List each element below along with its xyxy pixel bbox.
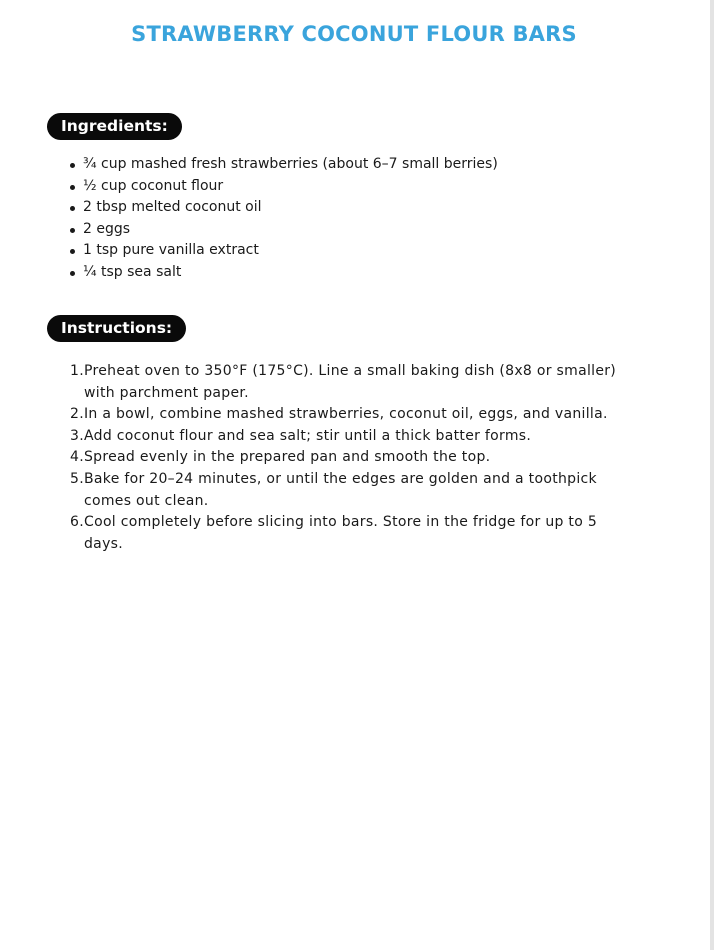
bullet-icon — [70, 228, 75, 233]
ingredient-item — [66, 219, 498, 241]
instruction-step — [66, 447, 636, 469]
ingredients-heading: Ingredients: — [47, 113, 182, 140]
step-text: Cool completely before slicing into bars. Store in the fridge for up to 5 days. — [84, 514, 598, 552]
instructions-heading: Instructions: — [47, 315, 186, 342]
ingredient-item — [66, 197, 498, 219]
step-number: 4. — [70, 449, 84, 466]
instructions-list — [66, 361, 636, 555]
ingredient-text: 2 tbsp melted coconut oil — [83, 199, 262, 216]
ingredient-text: ¾ cup mashed fresh strawberries (about 6–7 small berries) — [83, 156, 498, 172]
bullet-icon — [70, 185, 75, 190]
step-text: In a bowl, combine mashed strawberries, coconut oil, eggs, and vanilla. — [84, 406, 608, 423]
step-number: 3. — [70, 427, 84, 444]
ingredient-text: 2 eggs — [83, 220, 131, 237]
ingredients-list — [66, 154, 498, 284]
instruction-step — [66, 361, 636, 404]
step-text: Preheat oven to 350°F (175°C). Line a small baking dish (8x8 or smaller) with parchment paper. — [84, 363, 617, 401]
step-text: Add coconut flour and sea salt; stir until a thick batter forms. — [84, 427, 532, 444]
ingredient-text: 1 tsp pure vanilla extract — [83, 242, 259, 259]
step-number: 5. — [70, 470, 84, 487]
ingredient-item — [66, 176, 498, 198]
instruction-step — [66, 512, 636, 555]
step-number: 2. — [70, 406, 84, 423]
bullet-icon — [70, 271, 75, 276]
instruction-step — [66, 404, 636, 426]
step-text: Bake for 20–24 minutes, or until the edges are golden and a toothpick comes out clean. — [84, 470, 597, 509]
step-number: 1. — [70, 363, 84, 379]
bullet-icon — [70, 249, 75, 254]
bullet-icon — [70, 163, 75, 168]
instruction-step — [66, 469, 636, 512]
ingredient-item — [66, 262, 498, 284]
instruction-step — [66, 426, 636, 448]
ingredient-text: ¼ tsp sea salt — [83, 263, 182, 280]
recipe-title: STRAWBERRY COCONUT FLOUR BARS — [131, 22, 577, 46]
ingredient-item — [66, 154, 498, 176]
page-edge-divider — [710, 0, 714, 950]
step-number: 6. — [70, 514, 84, 531]
step-text: Spread evenly in the prepared pan and smooth the top. — [84, 449, 491, 466]
ingredient-item — [66, 240, 498, 262]
bullet-icon — [70, 206, 75, 211]
ingredient-text: ½ cup coconut flour — [83, 177, 224, 194]
